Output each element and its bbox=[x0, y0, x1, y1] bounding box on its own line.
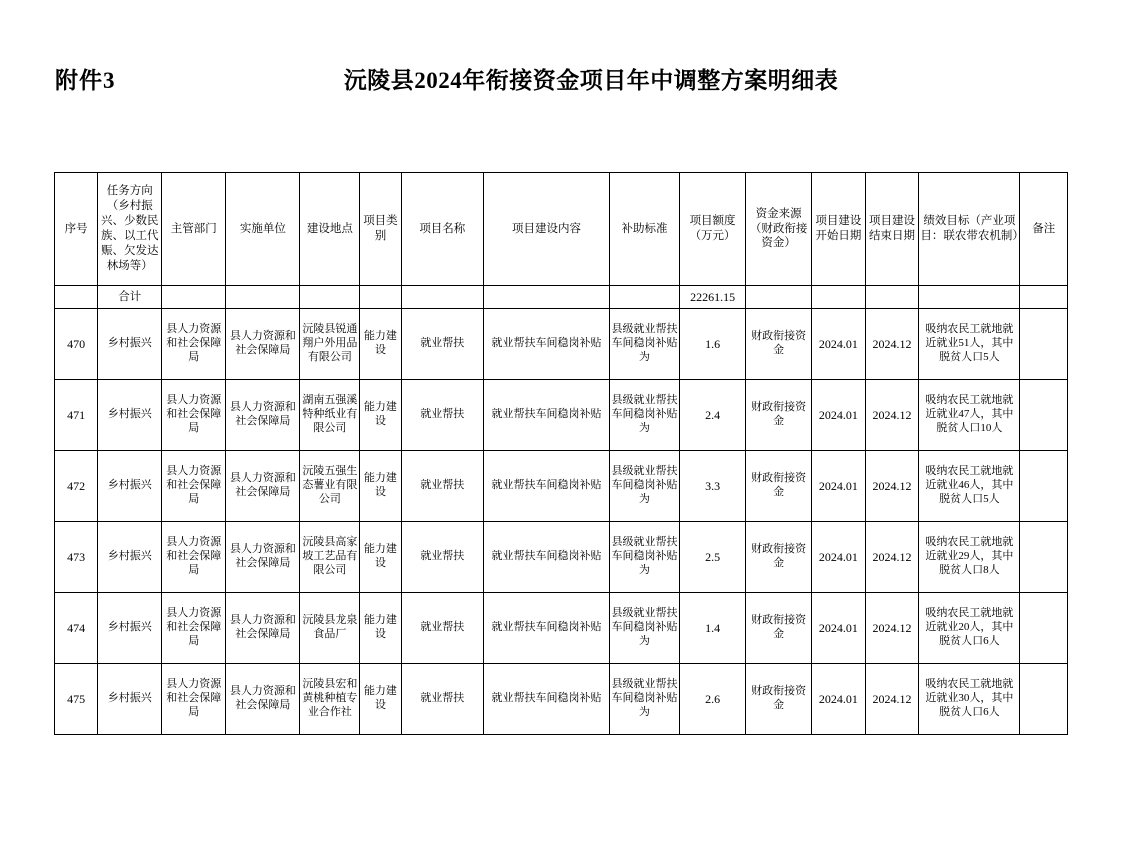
row-content: 就业帮扶车间稳岗补贴 bbox=[484, 309, 610, 380]
row-source: 财政衔接资金 bbox=[746, 451, 812, 522]
row-source: 财政衔接资金 bbox=[746, 522, 812, 593]
total-row-empty bbox=[360, 286, 401, 309]
column-header-unit: 实施单位 bbox=[226, 173, 300, 286]
row-amount: 2.6 bbox=[680, 664, 746, 735]
row-start-date: 2024.01 bbox=[812, 309, 866, 380]
row-remark bbox=[1020, 522, 1068, 593]
column-header-seq: 序号 bbox=[55, 173, 98, 286]
row-seq: 470 bbox=[55, 309, 98, 380]
column-header-source: 资金来源（财政衔接资金） bbox=[746, 173, 812, 286]
row-dept: 县人力资源和社会保障局 bbox=[162, 593, 226, 664]
table-body bbox=[55, 286, 1068, 735]
row-direction: 乡村振兴 bbox=[98, 593, 162, 664]
column-header-category: 项目类别 bbox=[360, 173, 401, 286]
row-amount: 1.4 bbox=[680, 593, 746, 664]
row-unit: 县人力资源和社会保障局 bbox=[226, 309, 300, 380]
row-amount: 2.4 bbox=[680, 380, 746, 451]
row-standard: 县级就业帮扶车间稳岗补贴为 bbox=[609, 380, 679, 451]
page-title: 沅陵县2024年衔接资金项目年中调整方案明细表 bbox=[343, 68, 839, 93]
column-header-content: 项目建设内容 bbox=[484, 173, 610, 286]
column-header-direction: 任务方向（乡村振兴、少数民族、以工代赈、欠发达林场等） bbox=[98, 173, 162, 286]
row-content: 就业帮扶车间稳岗补贴 bbox=[484, 593, 610, 664]
column-header-location: 建设地点 bbox=[300, 173, 360, 286]
row-seq: 475 bbox=[55, 664, 98, 735]
column-header-standard: 补助标准 bbox=[609, 173, 679, 286]
total-label: 合计 bbox=[98, 286, 162, 309]
row-amount: 1.6 bbox=[680, 309, 746, 380]
row-location: 沅陵县高家坡工艺品有限公司 bbox=[300, 522, 360, 593]
row-performance: 吸纳农民工就地就近就业30人，其中脱贫人口6人 bbox=[919, 664, 1020, 735]
row-performance: 吸纳农民工就地就近就业47人，其中脱贫人口10人 bbox=[919, 380, 1020, 451]
column-header-dept: 主管部门 bbox=[162, 173, 226, 286]
row-dept: 县人力资源和社会保障局 bbox=[162, 522, 226, 593]
row-end-date: 2024.12 bbox=[865, 451, 919, 522]
table-header-row bbox=[55, 173, 1068, 286]
column-header-performance: 绩效目标（产业项目：联农带农机制） bbox=[919, 173, 1020, 286]
total-row-empty bbox=[746, 286, 812, 309]
row-content: 就业帮扶车间稳岗补贴 bbox=[484, 522, 610, 593]
row-performance: 吸纳农民工就地就近就业20人，其中脱贫人口6人 bbox=[919, 593, 1020, 664]
total-row-seq bbox=[55, 286, 98, 309]
row-category: 能力建设 bbox=[360, 309, 401, 380]
row-performance: 吸纳农民工就地就近就业29人，其中脱贫人口8人 bbox=[919, 522, 1020, 593]
row-standard: 县级就业帮扶车间稳岗补贴为 bbox=[609, 664, 679, 735]
row-dept: 县人力资源和社会保障局 bbox=[162, 309, 226, 380]
row-direction: 乡村振兴 bbox=[98, 664, 162, 735]
row-source: 财政衔接资金 bbox=[746, 380, 812, 451]
row-location: 沅陵五强生态薯业有限公司 bbox=[300, 451, 360, 522]
row-seq: 472 bbox=[55, 451, 98, 522]
row-seq: 471 bbox=[55, 380, 98, 451]
row-amount: 2.5 bbox=[680, 522, 746, 593]
total-row-empty bbox=[300, 286, 360, 309]
row-source: 财政衔接资金 bbox=[746, 593, 812, 664]
row-unit: 县人力资源和社会保障局 bbox=[226, 664, 300, 735]
row-direction: 乡村振兴 bbox=[98, 451, 162, 522]
row-dept: 县人力资源和社会保障局 bbox=[162, 451, 226, 522]
project-detail-table bbox=[54, 172, 1068, 735]
total-row-empty bbox=[812, 286, 866, 309]
row-content: 就业帮扶车间稳岗补贴 bbox=[484, 451, 610, 522]
row-amount: 3.3 bbox=[680, 451, 746, 522]
row-category: 能力建设 bbox=[360, 664, 401, 735]
row-start-date: 2024.01 bbox=[812, 380, 866, 451]
total-row bbox=[55, 286, 1068, 309]
column-header-start-date: 项目建设开始日期 bbox=[812, 173, 866, 286]
row-seq: 473 bbox=[55, 522, 98, 593]
row-direction: 乡村振兴 bbox=[98, 522, 162, 593]
table-row bbox=[55, 380, 1068, 451]
row-end-date: 2024.12 bbox=[865, 593, 919, 664]
row-content: 就业帮扶车间稳岗补贴 bbox=[484, 664, 610, 735]
total-row-empty bbox=[484, 286, 610, 309]
row-unit: 县人力资源和社会保障局 bbox=[226, 451, 300, 522]
column-header-amount: 项目额度（万元） bbox=[680, 173, 746, 286]
row-location: 湖南五强溪特种纸业有限公司 bbox=[300, 380, 360, 451]
table-row bbox=[55, 664, 1068, 735]
total-row-empty bbox=[1020, 286, 1068, 309]
row-seq: 474 bbox=[55, 593, 98, 664]
row-category: 能力建设 bbox=[360, 380, 401, 451]
row-dept: 县人力资源和社会保障局 bbox=[162, 380, 226, 451]
row-project-name: 就业帮扶 bbox=[401, 380, 484, 451]
total-amount: 22261.15 bbox=[680, 286, 746, 309]
row-project-name: 就业帮扶 bbox=[401, 664, 484, 735]
column-header-remark: 备注 bbox=[1020, 173, 1068, 286]
row-location: 沅陵县龙泉食品厂 bbox=[300, 593, 360, 664]
row-start-date: 2024.01 bbox=[812, 451, 866, 522]
document-page bbox=[0, 62, 1122, 855]
row-start-date: 2024.01 bbox=[812, 522, 866, 593]
total-row-empty bbox=[609, 286, 679, 309]
row-end-date: 2024.12 bbox=[865, 522, 919, 593]
row-location: 沅陵县锐通翔户外用品有限公司 bbox=[300, 309, 360, 380]
row-unit: 县人力资源和社会保障局 bbox=[226, 380, 300, 451]
attachment-label: 附件3 bbox=[55, 68, 116, 93]
total-row-empty bbox=[162, 286, 226, 309]
total-row-empty bbox=[865, 286, 919, 309]
row-category: 能力建设 bbox=[360, 522, 401, 593]
row-end-date: 2024.12 bbox=[865, 309, 919, 380]
row-remark bbox=[1020, 664, 1068, 735]
table-row bbox=[55, 593, 1068, 664]
row-project-name: 就业帮扶 bbox=[401, 451, 484, 522]
table-row bbox=[55, 451, 1068, 522]
row-end-date: 2024.12 bbox=[865, 664, 919, 735]
row-standard: 县级就业帮扶车间稳岗补贴为 bbox=[609, 309, 679, 380]
total-row-empty bbox=[919, 286, 1020, 309]
row-start-date: 2024.01 bbox=[812, 593, 866, 664]
row-location: 沅陵县宏和黄桃种植专业合作社 bbox=[300, 664, 360, 735]
row-remark bbox=[1020, 593, 1068, 664]
row-remark bbox=[1020, 451, 1068, 522]
row-direction: 乡村振兴 bbox=[98, 380, 162, 451]
total-row-empty bbox=[401, 286, 484, 309]
row-category: 能力建设 bbox=[360, 451, 401, 522]
column-header-name: 项目名称 bbox=[401, 173, 484, 286]
row-unit: 县人力资源和社会保障局 bbox=[226, 593, 300, 664]
row-performance: 吸纳农民工就地就近就业46人，其中脱贫人口5人 bbox=[919, 451, 1020, 522]
total-row-empty bbox=[226, 286, 300, 309]
row-source: 财政衔接资金 bbox=[746, 309, 812, 380]
row-source: 财政衔接资金 bbox=[746, 664, 812, 735]
column-header-end-date: 项目建设结束日期 bbox=[865, 173, 919, 286]
row-standard: 县级就业帮扶车间稳岗补贴为 bbox=[609, 593, 679, 664]
row-unit: 县人力资源和社会保障局 bbox=[226, 522, 300, 593]
table-row bbox=[55, 309, 1068, 380]
row-standard: 县级就业帮扶车间稳岗补贴为 bbox=[609, 451, 679, 522]
row-dept: 县人力资源和社会保障局 bbox=[162, 664, 226, 735]
row-performance: 吸纳农民工就地就近就业51人，其中脱贫人口5人 bbox=[919, 309, 1020, 380]
row-remark bbox=[1020, 309, 1068, 380]
row-project-name: 就业帮扶 bbox=[401, 309, 484, 380]
row-content: 就业帮扶车间稳岗补贴 bbox=[484, 380, 610, 451]
row-remark bbox=[1020, 380, 1068, 451]
row-project-name: 就业帮扶 bbox=[401, 593, 484, 664]
row-start-date: 2024.01 bbox=[812, 664, 866, 735]
row-end-date: 2024.12 bbox=[865, 380, 919, 451]
row-direction: 乡村振兴 bbox=[98, 309, 162, 380]
row-category: 能力建设 bbox=[360, 593, 401, 664]
document-header bbox=[0, 62, 1122, 110]
table-row bbox=[55, 522, 1068, 593]
row-standard: 县级就业帮扶车间稳岗补贴为 bbox=[609, 522, 679, 593]
row-project-name: 就业帮扶 bbox=[401, 522, 484, 593]
